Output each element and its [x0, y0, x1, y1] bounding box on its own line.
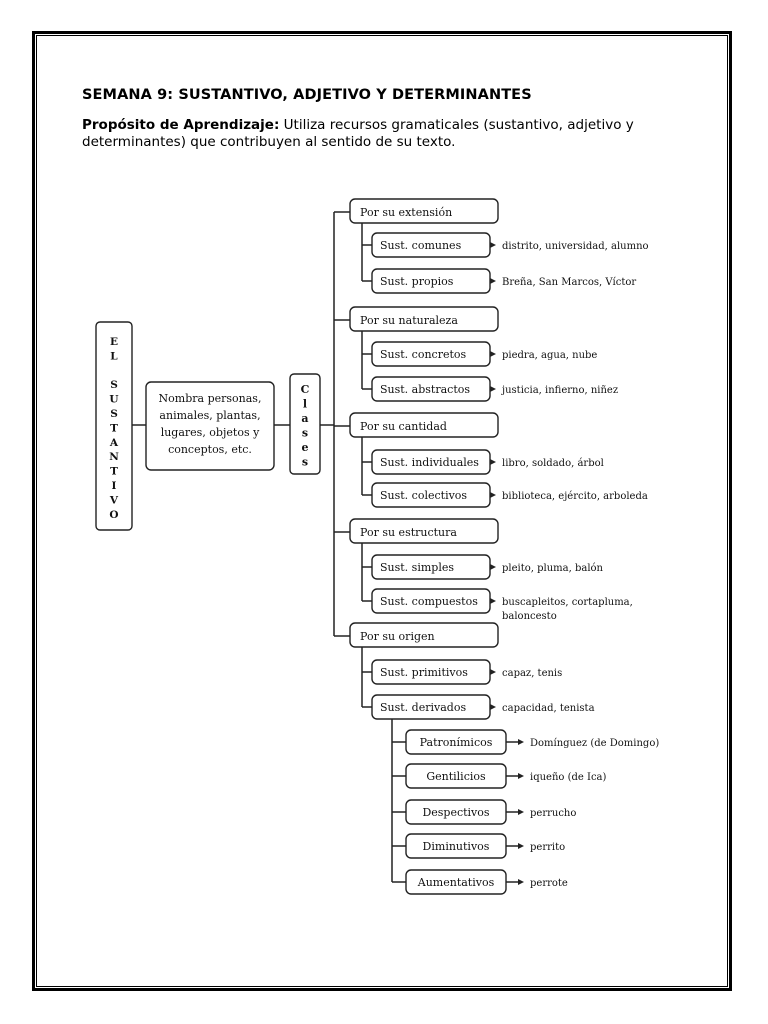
root-letter: A [109, 436, 119, 449]
item-label: Sust. simples [380, 561, 454, 574]
item-arrow-head [490, 242, 496, 248]
clases-letter: a [301, 412, 309, 425]
clases-letter: s [301, 426, 309, 440]
derivado-example: perrucho [530, 808, 577, 819]
derivado-arrow-head [518, 739, 524, 745]
root-letter: I [111, 480, 117, 492]
definition-line: conceptos, etc. [168, 443, 252, 456]
group-label: Por su cantidad [360, 420, 447, 433]
item-arrow-head [490, 492, 496, 498]
root-letter: E [109, 336, 119, 348]
item-arrow-head [490, 564, 496, 570]
derivado-example: Domínguez (de Domingo) [530, 738, 660, 749]
item-arrow-head [490, 704, 496, 710]
item-arrow-head [490, 459, 496, 465]
page-title: SEMANA 9: SUSTANTIVO, ADJETIVO Y DETERMINANTES [82, 87, 532, 103]
item-example: buscapleitos, cortapluma, [502, 597, 633, 608]
item-example: biblioteca, ejército, arboleda [502, 491, 648, 502]
item-example: pleito, pluma, balón [502, 563, 603, 574]
definition-line: Nombra personas, [158, 392, 262, 405]
purpose-label: Propósito de Aprendizaje: [82, 117, 280, 133]
group-label: Por su extensión [360, 206, 453, 219]
derivado-label: Despectivos [422, 806, 490, 819]
item-example: capaz, tenis [502, 668, 563, 679]
item-arrow-head [490, 669, 496, 675]
item-example: libro, soldado, árbol [502, 458, 604, 469]
item-label: Sust. individuales [380, 456, 479, 469]
group-label: Por su origen [360, 630, 435, 643]
item-example: baloncesto [502, 611, 557, 622]
derivado-arrow-head [518, 843, 524, 849]
item-label: Sust. compuestos [380, 595, 478, 608]
derivado-label: Gentilicios [426, 770, 486, 783]
item-label: Sust. concretos [380, 348, 467, 361]
derivado-arrow-head [518, 809, 524, 815]
root-letter: N [109, 451, 119, 464]
definition-line: lugares, objetos y [160, 426, 260, 439]
item-arrow-head [490, 351, 496, 357]
root-letter: T [110, 422, 118, 435]
root-letter: V [109, 494, 119, 507]
derivado-label: Patronímicos [419, 736, 493, 749]
item-label: Sust. comunes [380, 239, 462, 252]
derivado-label: Diminutivos [422, 840, 490, 853]
item-arrow-head [490, 386, 496, 392]
root-letter: O [109, 508, 119, 521]
derivado-example: iqueño (de Ica) [530, 772, 607, 783]
group-label: Por su estructura [360, 526, 457, 539]
definition-line: animales, plantas, [159, 409, 261, 422]
item-example: piedra, agua, nube [502, 350, 598, 361]
item-example: justicia, infierno, niñez [502, 385, 619, 396]
item-label: Sust. primitivos [380, 666, 468, 679]
item-label: Sust. propios [380, 275, 454, 288]
root-letter: T [110, 465, 118, 478]
clases-letter: e [301, 441, 309, 454]
clases-letter: C [300, 383, 310, 396]
item-arrow-head [490, 278, 496, 284]
item-arrow-head [490, 598, 496, 604]
group-label: Por su naturaleza [360, 314, 458, 327]
derivado-label: Aumentativos [417, 876, 495, 889]
root-letter: U [109, 393, 119, 406]
clases-letter: l [302, 397, 308, 411]
item-label: Sust. colectivos [380, 489, 468, 502]
item-label: Sust. abstractos [380, 383, 471, 396]
root-letter: S [110, 379, 118, 392]
item-example: capacidad, tenista [502, 703, 595, 714]
purpose-text: Utiliza recursos gramaticales (sustantivo, adjetivo y determinantes) que contribuyen al sentido de su texto. [82, 117, 634, 150]
item-example: distrito, universidad, alumno [502, 241, 649, 252]
derivado-arrow-head [518, 879, 524, 885]
item-example: Breña, San Marcos, Víctor [502, 277, 637, 288]
root-letter: L [110, 350, 118, 363]
derivado-example: perrote [530, 878, 568, 889]
derivado-example: perrito [530, 842, 566, 853]
item-label: Sust. derivados [380, 701, 467, 714]
clases-letter: s [301, 455, 309, 469]
derivado-arrow-head [518, 773, 524, 779]
root-letter: S [110, 408, 118, 420]
